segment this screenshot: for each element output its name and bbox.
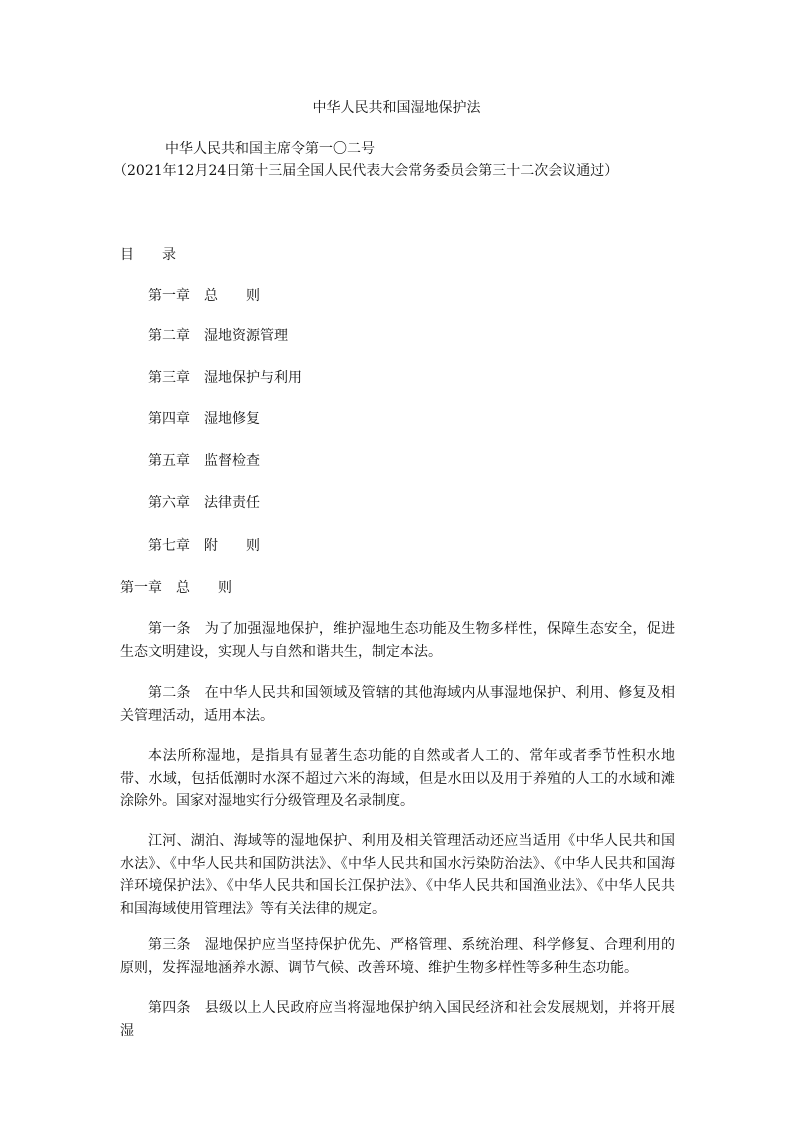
chapter-heading <box>120 577 232 599</box>
article-text: 为了加强湿地保护，维护湿地生态功能及生物多样性，保障生态安全，促进生态文明建设，实现人与自然和谐共生，制定本法。 <box>120 621 676 660</box>
toc-item-chapter-7 <box>148 535 260 557</box>
toc-chapter-number: 第七章 <box>148 538 190 554</box>
toc-chapter-title-a: 总 <box>204 288 218 304</box>
toc-chapter-title-b: 则 <box>246 288 260 304</box>
article-3 <box>120 934 675 979</box>
article-2-paragraph-3 <box>120 830 675 920</box>
toc-item-chapter-2 <box>148 325 288 347</box>
toc-item-chapter-6 <box>148 492 260 514</box>
article-text: 在中华人民共和国领域及管辖的其他海域内从事湿地保护、利用、修复及相关管理活动，适用本法。 <box>120 685 676 724</box>
article-2 <box>120 682 675 727</box>
document-title: 中华人民共和国湿地保护法 <box>312 100 481 116</box>
article-number: 第一条 <box>148 621 191 637</box>
toc-chapter-number: 第四章 <box>148 411 190 427</box>
toc-chapter-number: 第三章 <box>148 370 190 386</box>
article-4 <box>120 997 675 1042</box>
paragraph-text: 江河、湖泊、海域等的湿地保护、利用及相关管理活动还应当适用《中华人民共和国水法》、《中华人民共和国防洪法》、《中华人民共和国水污染防治法》、《中华人民共和国海洋环境保护法》、《中华人民共和国长江保护法》、《中华人民共和国渔业法》、《中华人民共和国海域使用管理法》等有关法律的规定。 <box>120 833 675 917</box>
toc-heading <box>120 244 176 266</box>
toc-chapter-title: 湿地资源管理 <box>204 328 288 344</box>
toc-item-chapter-3 <box>148 367 302 389</box>
toc-chapter-title: 监督检查 <box>204 453 260 469</box>
article-text: 县级以上人民政府应当将湿地保护纳入国民经济和社会发展规划，并将开展湿 <box>120 1000 676 1039</box>
article-2-paragraph-2 <box>120 745 675 813</box>
article-number: 第二条 <box>148 685 191 701</box>
toc-chapter-title: 湿地保护与利用 <box>204 370 302 386</box>
toc-chapter-title-a: 附 <box>204 538 218 554</box>
toc-chapter-number: 第二章 <box>148 328 190 344</box>
toc-chapter-number: 第一章 <box>148 288 190 304</box>
chapter-number: 第一章 <box>120 580 162 596</box>
article-number: 第三条 <box>148 937 191 953</box>
adoption-note: （2021年12月24日第十三届全国人民代表大会常务委员会第三十二次会议通过） <box>113 163 619 179</box>
presidential-order: 中华人民共和国主席令第一〇二号 <box>165 141 375 157</box>
article-text: 湿地保护应当坚持保护优先、严格管理、系统治理、科学修复、合理利用的原则，发挥湿地涵养水源、调节气候、改善环境、维护生物多样性等多种生态功能。 <box>120 937 676 976</box>
chapter-title-a: 总 <box>176 580 190 596</box>
toc-item-chapter-4 <box>148 408 260 430</box>
article-1 <box>120 618 675 663</box>
toc-item-chapter-5 <box>148 450 260 472</box>
article-number: 第四条 <box>148 1000 191 1016</box>
toc-chapter-title: 法律责任 <box>204 495 260 511</box>
toc-heading-left: 目 <box>120 247 134 263</box>
toc-chapter-number: 第五章 <box>148 453 190 469</box>
chapter-title-b: 则 <box>218 580 232 596</box>
toc-chapter-title-b: 则 <box>246 538 260 554</box>
paragraph-text: 本法所称湿地，是指具有显著生态功能的自然或者人工的、常年或者季节性积水地带、水域，包括低潮时水深不超过六米的海域，但是水田以及用于养殖的人工的水域和滩涂除外。国家对湿地实行分级管理及名录制度。 <box>120 748 675 809</box>
toc-chapter-title: 湿地修复 <box>204 411 260 427</box>
toc-heading-right: 录 <box>162 247 176 263</box>
toc-item-chapter-1 <box>148 285 260 307</box>
toc-chapter-number: 第六章 <box>148 495 190 511</box>
